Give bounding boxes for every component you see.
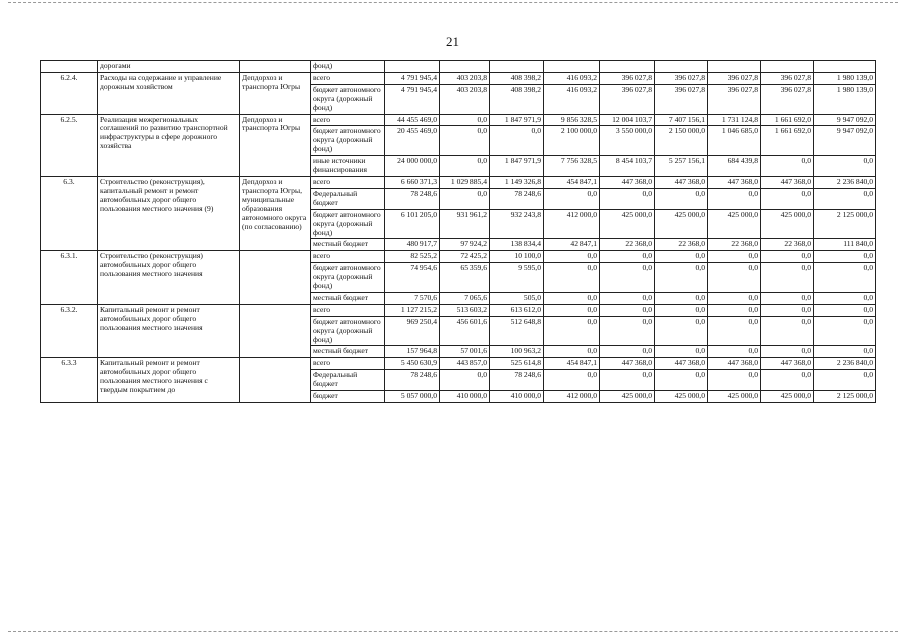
amount-cell: 0,0 xyxy=(600,263,655,293)
amount-cell: 0,0 xyxy=(761,370,814,391)
table-row xyxy=(41,72,876,84)
section-code-cell: 6.2.4. xyxy=(41,72,98,114)
amount-cell: 408 398,2 xyxy=(490,84,544,114)
amount-cell: 513 603,2 xyxy=(440,304,490,316)
amount-cell: 7 756 328,5 xyxy=(544,156,600,177)
amount-cell: 5 257 156,1 xyxy=(655,156,708,177)
amount-cell: 1 661 692,0 xyxy=(761,114,814,126)
amount-cell: 7 407 156,1 xyxy=(655,114,708,126)
amount-cell: 1 149 326,8 xyxy=(490,176,544,188)
amount-cell: 1 661 692,0 xyxy=(761,126,814,156)
amount-cell: 22 368,0 xyxy=(761,239,814,251)
amount-cell: 425 000,0 xyxy=(761,209,814,239)
amount-cell: 8 454 103,7 xyxy=(600,156,655,177)
funding-source-cell: всего xyxy=(311,358,385,370)
amount-cell: 0,0 xyxy=(544,263,600,293)
amount-cell: 0,0 xyxy=(761,346,814,358)
amount-cell: 138 834,4 xyxy=(490,239,544,251)
amount-cell: 412 000,0 xyxy=(544,209,600,239)
amount-cell: 0,0 xyxy=(814,251,876,263)
amount-cell: 0,0 xyxy=(655,251,708,263)
scan-bottom-edge xyxy=(8,631,898,632)
table-row xyxy=(41,304,876,316)
amount-cell: 447 368,0 xyxy=(708,176,761,188)
amount-cell: 3 550 000,0 xyxy=(600,126,655,156)
amount-cell: 932 243,8 xyxy=(490,209,544,239)
funding-source-cell: всего xyxy=(311,304,385,316)
amount-cell: 0,0 xyxy=(440,156,490,177)
amount-cell: 20 455 469,0 xyxy=(385,126,440,156)
amount-cell: 1 046 685,0 xyxy=(708,126,761,156)
funding-source-cell: Федеральный бюджет xyxy=(311,188,385,209)
amount-cell: 111 840,0 xyxy=(814,239,876,251)
amount-cell: 396 027,8 xyxy=(761,72,814,84)
amount-cell: 0,0 xyxy=(600,346,655,358)
executor-cell xyxy=(240,61,311,73)
amount-cell: 9 856 328,5 xyxy=(544,114,600,126)
amount-cell: 416 093,2 xyxy=(544,84,600,114)
amount-cell: 72 425,2 xyxy=(440,251,490,263)
amount-cell: 0,0 xyxy=(544,370,600,391)
amount-cell: 1 127 215,2 xyxy=(385,304,440,316)
measure-name-cell: Капитальный ремонт и ремонт автомобильных дорог общего пользования местного значения с твердым покрытием до xyxy=(98,358,240,403)
amount-cell: 454 847,1 xyxy=(544,358,600,370)
amount-cell: 425 000,0 xyxy=(708,391,761,403)
measure-name-cell: Реализация межрегиональных соглашений по развитию транспортной инфраструктуры в сфере дорожного хозяйства xyxy=(98,114,240,176)
amount-cell: 65 359,6 xyxy=(440,263,490,293)
amount-cell: 100 963,2 xyxy=(490,346,544,358)
amount-cell: 6 101 205,0 xyxy=(385,209,440,239)
amount-cell: 9 947 092,0 xyxy=(814,126,876,156)
amount-cell: 2 236 840,0 xyxy=(814,358,876,370)
amount-cell: 0,0 xyxy=(814,304,876,316)
measure-name-cell: Капитальный ремонт и ремонт автомобильных дорог общего пользования местного значения xyxy=(98,304,240,358)
amount-cell: 0,0 xyxy=(708,188,761,209)
amount-cell: 0,0 xyxy=(761,156,814,177)
amount-cell: 0,0 xyxy=(600,304,655,316)
funding-source-cell: местный бюджет xyxy=(311,239,385,251)
amount-cell xyxy=(544,61,600,73)
section-code-cell xyxy=(41,61,98,73)
amount-cell: 0,0 xyxy=(708,263,761,293)
amount-cell: 78 248,6 xyxy=(490,370,544,391)
amount-cell: 10 100,0 xyxy=(490,251,544,263)
measure-name-cell: дорогами xyxy=(98,61,240,73)
amount-cell: 0,0 xyxy=(600,188,655,209)
scan-top-edge xyxy=(8,2,898,3)
amount-cell: 410 000,0 xyxy=(440,391,490,403)
amount-cell: 0,0 xyxy=(600,370,655,391)
section-code-cell: 6.3.3 xyxy=(41,358,98,403)
amount-cell: 412 000,0 xyxy=(544,391,600,403)
amount-cell: 0,0 xyxy=(655,304,708,316)
amount-cell: 0,0 xyxy=(814,292,876,304)
amount-cell: 454 847,1 xyxy=(544,176,600,188)
funding-source-cell: бюджет автономного округа (дорожный фонд) xyxy=(311,263,385,293)
funding-source-cell: бюджет автономного округа (дорожный фонд) xyxy=(311,126,385,156)
amount-cell: 78 248,6 xyxy=(490,188,544,209)
amount-cell: 425 000,0 xyxy=(655,391,708,403)
funding-source-cell: фонд) xyxy=(311,61,385,73)
amount-cell: 0,0 xyxy=(440,126,490,156)
amount-cell: 0,0 xyxy=(761,304,814,316)
amount-cell: 447 368,0 xyxy=(708,358,761,370)
amount-cell: 78 248,6 xyxy=(385,188,440,209)
amount-cell: 0,0 xyxy=(814,370,876,391)
amount-cell: 2 100 000,0 xyxy=(544,126,600,156)
amount-cell: 0,0 xyxy=(708,304,761,316)
amount-cell: 0,0 xyxy=(655,316,708,346)
measure-name-cell: Расходы на содержание и управление дорожным хозяйством xyxy=(98,72,240,114)
amount-cell: 408 398,2 xyxy=(490,72,544,84)
amount-cell: 396 027,8 xyxy=(708,84,761,114)
amount-cell: 1 980 139,0 xyxy=(814,84,876,114)
amount-cell: 22 368,0 xyxy=(600,239,655,251)
amount-cell: 1 029 885,4 xyxy=(440,176,490,188)
amount-cell: 613 612,0 xyxy=(490,304,544,316)
amount-cell: 0,0 xyxy=(814,346,876,358)
amount-cell: 480 917,7 xyxy=(385,239,440,251)
amount-cell: 1 980 139,0 xyxy=(814,72,876,84)
amount-cell: 157 964,8 xyxy=(385,346,440,358)
amount-cell: 447 368,0 xyxy=(600,176,655,188)
amount-cell: 410 000,0 xyxy=(490,391,544,403)
section-code-cell: 6.2.5. xyxy=(41,114,98,176)
amount-cell: 0,0 xyxy=(814,188,876,209)
amount-cell: 0,0 xyxy=(814,263,876,293)
amount-cell: 0,0 xyxy=(655,292,708,304)
executor-cell xyxy=(240,251,311,305)
table-row xyxy=(41,61,876,73)
amount-cell: 0,0 xyxy=(600,292,655,304)
amount-cell: 684 439,8 xyxy=(708,156,761,177)
amount-cell: 0,0 xyxy=(708,316,761,346)
funding-source-cell: местный бюджет xyxy=(311,292,385,304)
funding-source-cell: бюджет xyxy=(311,391,385,403)
table-row xyxy=(41,251,876,263)
amount-cell: 425 000,0 xyxy=(600,209,655,239)
amount-cell: 0,0 xyxy=(600,251,655,263)
amount-cell: 1 731 124,8 xyxy=(708,114,761,126)
amount-cell xyxy=(708,61,761,73)
amount-cell: 5 450 630,9 xyxy=(385,358,440,370)
amount-cell: 0,0 xyxy=(655,188,708,209)
funding-source-cell: всего xyxy=(311,176,385,188)
amount-cell: 969 250,4 xyxy=(385,316,440,346)
amount-cell: 1 847 971,9 xyxy=(490,156,544,177)
amount-cell: 12 004 103,7 xyxy=(600,114,655,126)
budget-table xyxy=(40,60,876,403)
table-row xyxy=(41,176,876,188)
amount-cell: 0,0 xyxy=(490,126,544,156)
amount-cell: 447 368,0 xyxy=(600,358,655,370)
amount-cell: 0,0 xyxy=(708,251,761,263)
amount-cell: 2 125 000,0 xyxy=(814,391,876,403)
funding-source-cell: всего xyxy=(311,251,385,263)
page-number: 21 xyxy=(446,34,459,49)
executor-cell: Депдорхоз и транспорта Югры xyxy=(240,72,311,114)
amount-cell: 0,0 xyxy=(544,304,600,316)
amount-cell: 0,0 xyxy=(708,370,761,391)
amount-cell: 0,0 xyxy=(708,292,761,304)
amount-cell: 0,0 xyxy=(655,263,708,293)
measure-name-cell: Строительство (реконструкция) автомобильных дорог общего пользования местного значения xyxy=(98,251,240,305)
amount-cell: 0,0 xyxy=(655,370,708,391)
section-code-cell: 6.3. xyxy=(41,176,98,250)
amount-cell: 6 660 371,3 xyxy=(385,176,440,188)
amount-cell: 456 601,6 xyxy=(440,316,490,346)
section-code-cell: 6.3.2. xyxy=(41,304,98,358)
amount-cell xyxy=(814,61,876,73)
amount-cell: 5 057 000,0 xyxy=(385,391,440,403)
amount-cell: 57 001,6 xyxy=(440,346,490,358)
amount-cell: 396 027,8 xyxy=(708,72,761,84)
amount-cell: 396 027,8 xyxy=(761,84,814,114)
amount-cell: 7 065,6 xyxy=(440,292,490,304)
section-code-cell: 6.3.1. xyxy=(41,251,98,305)
amount-cell: 396 027,8 xyxy=(655,72,708,84)
executor-cell xyxy=(240,304,311,358)
amount-cell: 0,0 xyxy=(544,188,600,209)
amount-cell: 396 027,8 xyxy=(655,84,708,114)
amount-cell: 0,0 xyxy=(814,156,876,177)
amount-cell xyxy=(655,61,708,73)
amount-cell: 425 000,0 xyxy=(761,391,814,403)
amount-cell: 42 847,1 xyxy=(544,239,600,251)
executor-cell: Депдорхоз и транспорта Югры, муниципальные образования автономного округа (по согласованию) xyxy=(240,176,311,250)
amount-cell: 0,0 xyxy=(708,346,761,358)
amount-cell: 4 791 945,4 xyxy=(385,84,440,114)
funding-source-cell: иные источники финансирования xyxy=(311,156,385,177)
amount-cell: 447 368,0 xyxy=(655,176,708,188)
amount-cell: 403 203,8 xyxy=(440,84,490,114)
amount-cell: 403 203,8 xyxy=(440,72,490,84)
budget-table-body xyxy=(41,61,876,403)
amount-cell: 931 961,2 xyxy=(440,209,490,239)
amount-cell: 447 368,0 xyxy=(655,358,708,370)
amount-cell: 0,0 xyxy=(440,114,490,126)
amount-cell: 0,0 xyxy=(544,292,600,304)
funding-source-cell: местный бюджет xyxy=(311,346,385,358)
amount-cell: 22 368,0 xyxy=(655,239,708,251)
amount-cell: 22 368,0 xyxy=(708,239,761,251)
amount-cell: 425 000,0 xyxy=(655,209,708,239)
executor-cell: Депдорхоз и транспорта Югры xyxy=(240,114,311,176)
amount-cell: 512 648,8 xyxy=(490,316,544,346)
amount-cell: 416 093,2 xyxy=(544,72,600,84)
amount-cell: 0,0 xyxy=(544,316,600,346)
measure-name-cell: Строительство (реконструкция), капитальный ремонт и ремонт автомобильных дорог общего пользования местного значения (9) xyxy=(98,176,240,250)
amount-cell: 505,0 xyxy=(490,292,544,304)
amount-cell: 425 000,0 xyxy=(708,209,761,239)
amount-cell: 0,0 xyxy=(544,251,600,263)
amount-cell: 0,0 xyxy=(761,188,814,209)
amount-cell xyxy=(385,61,440,73)
amount-cell: 82 525,2 xyxy=(385,251,440,263)
amount-cell: 0,0 xyxy=(544,346,600,358)
funding-source-cell: всего xyxy=(311,114,385,126)
amount-cell: 0,0 xyxy=(814,316,876,346)
amount-cell: 2 236 840,0 xyxy=(814,176,876,188)
amount-cell: 0,0 xyxy=(655,346,708,358)
amount-cell xyxy=(490,61,544,73)
amount-cell xyxy=(761,61,814,73)
funding-source-cell: бюджет автономного округа (дорожный фонд) xyxy=(311,84,385,114)
funding-source-cell: бюджет автономного округа (дорожный фонд) xyxy=(311,316,385,346)
funding-source-cell: бюджет автономного округа (дорожный фонд) xyxy=(311,209,385,239)
amount-cell: 0,0 xyxy=(440,370,490,391)
funding-source-cell: всего xyxy=(311,72,385,84)
amount-cell: 447 368,0 xyxy=(761,358,814,370)
amount-cell: 97 924,2 xyxy=(440,239,490,251)
amount-cell xyxy=(440,61,490,73)
amount-cell: 396 027,8 xyxy=(600,84,655,114)
amount-cell: 0,0 xyxy=(761,251,814,263)
amount-cell: 443 857,0 xyxy=(440,358,490,370)
amount-cell xyxy=(600,61,655,73)
amount-cell: 78 248,6 xyxy=(385,370,440,391)
amount-cell: 0,0 xyxy=(761,316,814,346)
amount-cell: 9 595,0 xyxy=(490,263,544,293)
amount-cell: 0,0 xyxy=(761,292,814,304)
funding-source-cell: Федеральный бюджет xyxy=(311,370,385,391)
table-row xyxy=(41,114,876,126)
amount-cell: 425 000,0 xyxy=(600,391,655,403)
table-row xyxy=(41,358,876,370)
amount-cell: 396 027,8 xyxy=(600,72,655,84)
amount-cell: 1 847 971,9 xyxy=(490,114,544,126)
amount-cell: 525 614,8 xyxy=(490,358,544,370)
amount-cell: 2 150 000,0 xyxy=(655,126,708,156)
amount-cell: 0,0 xyxy=(761,263,814,293)
amount-cell: 0,0 xyxy=(440,188,490,209)
amount-cell: 44 455 469,0 xyxy=(385,114,440,126)
amount-cell: 9 947 092,0 xyxy=(814,114,876,126)
amount-cell: 447 368,0 xyxy=(761,176,814,188)
amount-cell: 2 125 000,0 xyxy=(814,209,876,239)
executor-cell xyxy=(240,358,311,403)
amount-cell: 24 000 000,0 xyxy=(385,156,440,177)
amount-cell: 7 570,6 xyxy=(385,292,440,304)
amount-cell: 4 791 945,4 xyxy=(385,72,440,84)
amount-cell: 0,0 xyxy=(600,316,655,346)
amount-cell: 74 954,6 xyxy=(385,263,440,293)
